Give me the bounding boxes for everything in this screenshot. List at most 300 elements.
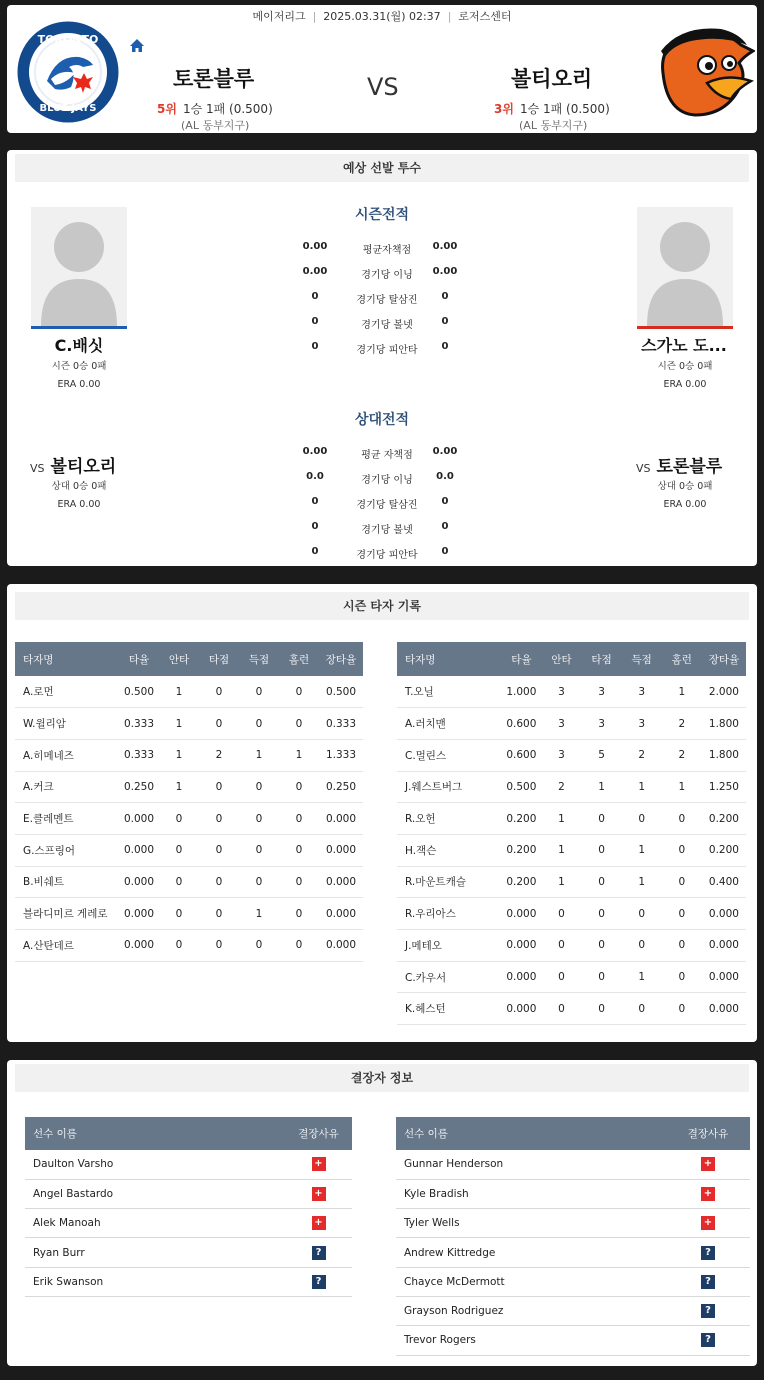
- home-stat-value: 0: [311, 521, 319, 532]
- absence-reason-cell: [285, 1209, 352, 1238]
- stat-cell: 2: [662, 708, 702, 740]
- stat-cell: 3: [541, 708, 581, 740]
- column-header: 타자명: [397, 642, 501, 676]
- table-row: [396, 1296, 750, 1325]
- stat-label: 경기당 이닝: [361, 270, 413, 281]
- player-name: Ryan Burr: [25, 1238, 285, 1267]
- stat-cell: 0: [582, 961, 622, 993]
- stat-cell: 0: [159, 834, 199, 866]
- injury-info-panel: [7, 1060, 757, 1366]
- table-header-row: [396, 1117, 750, 1150]
- stat-cell: 0: [622, 803, 662, 835]
- away-team-record: [494, 100, 610, 117]
- starting-pitchers-panel: [7, 150, 757, 566]
- injury-cross-icon[interactable]: +: [312, 1157, 326, 1171]
- unknown-question-icon[interactable]: ?: [701, 1304, 715, 1318]
- stat-cell: 0.333: [319, 708, 363, 740]
- stat-label: 경기당 탈삼진: [356, 500, 418, 511]
- vs-team-name: 볼티오리: [50, 457, 117, 477]
- batter-name: R.마운트캐슬: [397, 866, 501, 898]
- home-icon: [129, 38, 145, 53]
- stat-cell: 0: [279, 708, 319, 740]
- match-header: [7, 5, 757, 133]
- stat-cell: 0: [622, 993, 662, 1025]
- season-stats-title: 시즌전적: [354, 207, 410, 223]
- stat-cell: 0: [662, 993, 702, 1025]
- unknown-question-icon[interactable]: ?: [701, 1275, 715, 1289]
- vs-label: VS: [367, 73, 399, 101]
- home-pitcher-vs-record: 상대 0승 0패: [51, 481, 107, 492]
- player-name: Chayce McDermott: [396, 1267, 666, 1296]
- stat-cell: 1.800: [702, 708, 746, 740]
- stat-cell: 0.000: [319, 834, 363, 866]
- column-header: 득점: [622, 642, 662, 676]
- column-header: 결장사유: [285, 1117, 352, 1150]
- absence-reason-cell: [285, 1267, 352, 1296]
- stat-cell: 0: [622, 898, 662, 930]
- batter-name: J.웨스트버그: [397, 771, 501, 803]
- stat-cell: 1: [279, 739, 319, 771]
- stat-cell: 0.500: [319, 676, 363, 708]
- table-row: [15, 866, 363, 898]
- stat-cell: 0.200: [501, 866, 541, 898]
- stat-cell: 0: [662, 803, 702, 835]
- stat-cell: 0.333: [119, 739, 159, 771]
- table-header-row: [15, 642, 363, 676]
- stat-cell: 0: [279, 676, 319, 708]
- stat-cell: 0: [199, 676, 239, 708]
- stat-cell: 0: [582, 866, 622, 898]
- stat-cell: 0: [279, 930, 319, 962]
- column-header: 안타: [159, 642, 199, 676]
- stat-row: [7, 291, 757, 316]
- stat-cell: 0: [239, 676, 279, 708]
- stat-cell: 5: [582, 739, 622, 771]
- injury-cross-icon[interactable]: +: [312, 1216, 326, 1230]
- section-title-batting: 시즌 타자 기록: [15, 592, 749, 620]
- stat-cell: 0: [199, 866, 239, 898]
- stat-cell: 0.000: [702, 898, 746, 930]
- stat-cell: 1: [622, 834, 662, 866]
- stat-cell: 0.600: [501, 739, 541, 771]
- player-name: Daulton Varsho: [25, 1150, 285, 1179]
- table-row: [15, 898, 363, 930]
- stat-cell: 0: [279, 866, 319, 898]
- table-row: [25, 1209, 352, 1238]
- table-row: [396, 1209, 750, 1238]
- vs-prefix: VS: [30, 462, 45, 475]
- home-stat-value: 0.00: [302, 266, 328, 277]
- stat-cell: 0: [662, 930, 702, 962]
- stat-cell: 0: [239, 834, 279, 866]
- table-row: [397, 930, 746, 962]
- batter-name: G.스프링어: [15, 834, 119, 866]
- table-row: [15, 834, 363, 866]
- home-batting-table: [15, 642, 363, 962]
- stat-cell: 3: [622, 708, 662, 740]
- stat-cell: 0.250: [119, 771, 159, 803]
- column-header: 타자명: [15, 642, 119, 676]
- home-team-wl: 1승 1패 (0.500): [182, 102, 273, 116]
- stat-cell: 0.600: [501, 708, 541, 740]
- stat-cell: 0.000: [119, 834, 159, 866]
- stat-cell: 1: [541, 803, 581, 835]
- stat-cell: 0.400: [702, 866, 746, 898]
- away-team-rank: 3위: [494, 102, 514, 116]
- table-row: [397, 961, 746, 993]
- home-stat-value: 0.00: [302, 241, 328, 252]
- stat-cell: 1.800: [702, 739, 746, 771]
- stat-cell: 1: [622, 866, 662, 898]
- batter-name: C.멀린스: [397, 739, 501, 771]
- stat-cell: 0: [582, 803, 622, 835]
- stat-cell: 0: [279, 771, 319, 803]
- home-pitcher-season: 시즌 0승 0패: [51, 361, 107, 372]
- stat-cell: 0.000: [319, 866, 363, 898]
- batter-name: 블라디미르 게레로: [15, 898, 119, 930]
- stat-cell: 0: [662, 834, 702, 866]
- column-header: 홈런: [279, 642, 319, 676]
- stat-cell: 0.500: [119, 676, 159, 708]
- stat-cell: 0.200: [501, 834, 541, 866]
- stat-cell: 0: [199, 708, 239, 740]
- table-row: [397, 803, 746, 835]
- away-stat-value: 0: [441, 496, 449, 507]
- stat-cell: 0.200: [501, 803, 541, 835]
- home-pitcher-name: C.배싯: [54, 336, 104, 355]
- table-row: [397, 771, 746, 803]
- stat-cell: 0.500: [501, 771, 541, 803]
- home-stat-value: 0.00: [302, 446, 328, 457]
- stat-cell: 1: [622, 771, 662, 803]
- stat-cell: 0: [239, 803, 279, 835]
- table-row: [396, 1326, 750, 1355]
- batter-name: T.오닐: [397, 676, 501, 708]
- stat-label: 경기당 볼넷: [361, 320, 413, 331]
- stat-row: [7, 496, 757, 521]
- table-row: [25, 1267, 352, 1296]
- stat-cell: 1: [239, 898, 279, 930]
- away-team-wl: 1승 1패 (0.500): [519, 102, 610, 116]
- absence-reason-cell: [666, 1296, 750, 1325]
- matchup-stats-title: 상대전적: [354, 412, 410, 428]
- stat-cell: 0.000: [702, 993, 746, 1025]
- away-pitcher-vs-record: 상대 0승 0패: [657, 481, 713, 492]
- table-row: [15, 930, 363, 962]
- stat-cell: 0: [239, 930, 279, 962]
- player-name: Kyle Bradish: [396, 1179, 666, 1208]
- stat-cell: 3: [541, 676, 581, 708]
- stat-label: 경기당 탈삼진: [356, 295, 418, 306]
- batter-name: W.윌리암: [15, 708, 119, 740]
- stat-cell: 0.000: [501, 961, 541, 993]
- away-team-name: 볼티오리: [511, 67, 593, 91]
- home-stat-value: 0: [311, 546, 319, 557]
- away-injury-table: [396, 1117, 750, 1356]
- stat-cell: 0: [159, 866, 199, 898]
- table-row: [397, 834, 746, 866]
- stat-cell: 0.000: [501, 930, 541, 962]
- stat-cell: 0: [199, 898, 239, 930]
- player-name: Gunnar Henderson: [396, 1150, 666, 1179]
- stat-cell: 1: [239, 739, 279, 771]
- stat-label: 경기당 이닝: [361, 475, 413, 486]
- stat-row: [7, 266, 757, 291]
- table-row: [397, 898, 746, 930]
- player-name: Andrew Kittredge: [396, 1238, 666, 1267]
- stat-cell: 0.000: [501, 993, 541, 1025]
- away-batting-table: [397, 642, 746, 1025]
- table-row: [25, 1150, 352, 1179]
- blue-jays-logo: [17, 21, 119, 123]
- player-name: Alek Manoah: [25, 1209, 285, 1238]
- stat-cell: 0: [541, 898, 581, 930]
- home-stat-value: 0.0: [306, 471, 324, 482]
- batter-name: A.커크: [15, 771, 119, 803]
- stat-cell: 0.200: [702, 834, 746, 866]
- stat-cell: 1: [159, 676, 199, 708]
- stat-cell: 0.000: [119, 898, 159, 930]
- batter-name: B.비쉐트: [15, 866, 119, 898]
- player-name: Erik Swanson: [25, 1267, 285, 1296]
- stat-cell: 0: [582, 898, 622, 930]
- stat-cell: 1: [159, 739, 199, 771]
- unknown-question-icon[interactable]: ?: [312, 1246, 326, 1260]
- stat-cell: 1: [622, 961, 662, 993]
- stat-row: [7, 446, 757, 471]
- away-stat-value: 0: [441, 341, 449, 352]
- match-info: 메이저리그 | 2025.03.31(월) 02:37 | 로저스센터: [252, 10, 512, 23]
- table-row: [15, 708, 363, 740]
- table-header-row: [25, 1117, 352, 1150]
- stat-cell: 0.000: [702, 961, 746, 993]
- stat-label: 평균 자책점: [361, 450, 413, 461]
- home-stat-value: 0: [311, 496, 319, 507]
- absence-reason-cell: [666, 1179, 750, 1208]
- away-stat-value: 0.00: [432, 241, 458, 252]
- away-stat-value: 0.00: [432, 266, 458, 277]
- stat-cell: 0: [239, 708, 279, 740]
- stat-cell: 0.000: [319, 898, 363, 930]
- table-row: [15, 771, 363, 803]
- vs-team-name: 토론블루: [656, 457, 723, 477]
- away-stat-value: 0.00: [432, 446, 458, 457]
- stat-cell: 1: [662, 676, 702, 708]
- section-title-pitchers: 예상 선발 투수: [15, 154, 749, 182]
- stat-cell: 2: [199, 739, 239, 771]
- stat-cell: 1: [662, 771, 702, 803]
- stat-label: 경기당 피안타: [356, 345, 418, 356]
- absence-reason-cell: [285, 1150, 352, 1179]
- away-stat-value: 0: [441, 521, 449, 532]
- table-row: [15, 676, 363, 708]
- player-name: Grayson Rodriguez: [396, 1296, 666, 1325]
- injury-cross-icon[interactable]: +: [701, 1216, 715, 1230]
- stat-cell: 0: [541, 993, 581, 1025]
- batter-name: J.메테오: [397, 930, 501, 962]
- batter-name: A.산탄데르: [15, 930, 119, 962]
- section-title-injuries: 결장자 정보: [15, 1064, 749, 1092]
- stat-cell: 1.000: [501, 676, 541, 708]
- column-header: 안타: [541, 642, 581, 676]
- away-pitcher-season: 시즌 0승 0패: [657, 361, 713, 372]
- away-stat-value: 0: [441, 291, 449, 302]
- stat-cell: 0: [582, 834, 622, 866]
- vs-prefix: VS: [636, 462, 651, 475]
- away-stat-value: 0: [441, 546, 449, 557]
- stat-label: 경기당 볼넷: [361, 525, 413, 536]
- table-row: [396, 1150, 750, 1179]
- stat-cell: 0: [662, 898, 702, 930]
- table-row: [396, 1238, 750, 1267]
- stat-cell: 1: [541, 834, 581, 866]
- stat-cell: 0: [582, 993, 622, 1025]
- stat-cell: 0.333: [119, 708, 159, 740]
- away-team-division: (AL 동부지구): [519, 119, 588, 132]
- column-header: 타점: [582, 642, 622, 676]
- unknown-question-icon[interactable]: ?: [701, 1246, 715, 1260]
- stat-cell: 0.000: [319, 930, 363, 962]
- home-team-division: (AL 동부지구): [181, 119, 250, 132]
- injury-cross-icon[interactable]: +: [312, 1187, 326, 1201]
- column-header: 타점: [199, 642, 239, 676]
- stat-cell: 2: [622, 739, 662, 771]
- away-pitcher-name: 스가노 도...: [641, 336, 727, 355]
- away-pitcher-vs-era: ERA 0.00: [663, 499, 707, 510]
- table-row: [396, 1267, 750, 1296]
- away-stat-value: 0.0: [436, 471, 454, 482]
- stat-cell: 0.000: [119, 930, 159, 962]
- column-header: 선수 이름: [396, 1117, 666, 1150]
- stat-cell: 3: [582, 708, 622, 740]
- column-header: 장타율: [702, 642, 746, 676]
- stat-cell: 0: [239, 771, 279, 803]
- stat-cell: 3: [582, 676, 622, 708]
- stat-row: [7, 521, 757, 546]
- home-pitcher-vs-era: ERA 0.00: [57, 499, 101, 510]
- stat-cell: 0: [279, 834, 319, 866]
- batter-name: A.러치맨: [397, 708, 501, 740]
- match-datetime: 2025.03.31(월) 02:37: [323, 10, 441, 23]
- home-injury-table: [25, 1117, 352, 1297]
- stat-cell: 0.250: [319, 771, 363, 803]
- stat-label: 평균자책점: [362, 245, 412, 256]
- stat-row: [7, 471, 757, 496]
- stat-cell: 0: [541, 930, 581, 962]
- table-row: [397, 676, 746, 708]
- stat-row: [7, 316, 757, 341]
- stat-row: [7, 546, 757, 571]
- table-row: [397, 866, 746, 898]
- stat-cell: 0.000: [702, 930, 746, 962]
- logo-text-top: TORONTO: [37, 33, 99, 46]
- home-stat-value: 0: [311, 316, 319, 327]
- stat-cell: 0.000: [319, 803, 363, 835]
- absence-reason-cell: [285, 1179, 352, 1208]
- stat-cell: 0: [199, 771, 239, 803]
- stat-cell: 3: [541, 739, 581, 771]
- batter-name: R.우리아스: [397, 898, 501, 930]
- stat-cell: 0.200: [702, 803, 746, 835]
- stat-cell: 2: [662, 739, 702, 771]
- stat-cell: 0: [279, 898, 319, 930]
- table-row: [25, 1179, 352, 1208]
- stat-cell: 0.000: [119, 803, 159, 835]
- table-row: [15, 739, 363, 771]
- stat-cell: 0: [662, 866, 702, 898]
- stat-row: [7, 241, 757, 266]
- column-header: 결장사유: [666, 1117, 750, 1150]
- unknown-question-icon[interactable]: ?: [312, 1275, 326, 1289]
- stat-label: 경기당 피안타: [356, 550, 418, 561]
- stadium-label: 로저스센터: [458, 10, 512, 23]
- stat-cell: 3: [622, 676, 662, 708]
- stat-cell: 1.250: [702, 771, 746, 803]
- column-header: 타율: [501, 642, 541, 676]
- absence-reason-cell: [666, 1238, 750, 1267]
- home-stat-value: 0: [311, 341, 319, 352]
- stat-cell: 1: [582, 771, 622, 803]
- table-row: [397, 708, 746, 740]
- injury-cross-icon[interactable]: +: [701, 1187, 715, 1201]
- stat-cell: 1: [159, 708, 199, 740]
- batting-records-panel: [7, 584, 757, 1042]
- orioles-logo: [651, 23, 755, 123]
- batter-name: E.클레멘트: [15, 803, 119, 835]
- stat-cell: 0: [662, 961, 702, 993]
- home-stat-value: 0: [311, 291, 319, 302]
- column-header: 선수 이름: [25, 1117, 285, 1150]
- batter-name: H.잭슨: [397, 834, 501, 866]
- player-name: Trevor Rogers: [396, 1326, 666, 1355]
- injury-cross-icon[interactable]: +: [701, 1157, 715, 1171]
- home-team-name: 토론블루: [173, 67, 255, 91]
- batter-name: A.로먼: [15, 676, 119, 708]
- league-label: 메이저리그: [252, 10, 306, 23]
- batter-name: K.헤스턴: [397, 993, 501, 1025]
- column-header: 장타율: [319, 642, 363, 676]
- unknown-question-icon[interactable]: ?: [701, 1333, 715, 1347]
- stat-cell: 0: [622, 930, 662, 962]
- stat-cell: 0: [279, 803, 319, 835]
- home-team-rank: 5위: [157, 102, 177, 116]
- stat-cell: 2.000: [702, 676, 746, 708]
- stat-cell: 0: [199, 930, 239, 962]
- batter-name: R.오헌: [397, 803, 501, 835]
- table-row: [15, 803, 363, 835]
- table-row: [396, 1179, 750, 1208]
- stat-cell: 0: [159, 930, 199, 962]
- away-pitcher-era: ERA 0.00: [663, 379, 707, 390]
- table-row: [397, 993, 746, 1025]
- absence-reason-cell: [666, 1267, 750, 1296]
- stat-cell: 1.333: [319, 739, 363, 771]
- stat-cell: 1: [541, 866, 581, 898]
- player-name: Angel Bastardo: [25, 1179, 285, 1208]
- stat-cell: 0: [541, 961, 581, 993]
- home-pitcher-era: ERA 0.00: [57, 379, 101, 390]
- stat-cell: 1: [159, 771, 199, 803]
- absence-reason-cell: [666, 1150, 750, 1179]
- column-header: 득점: [239, 642, 279, 676]
- table-row: [25, 1238, 352, 1267]
- stat-row: [7, 341, 757, 366]
- stat-cell: 0: [199, 834, 239, 866]
- stat-cell: 0: [159, 898, 199, 930]
- stat-cell: 2: [541, 771, 581, 803]
- table-row: [397, 739, 746, 771]
- stat-cell: 0: [199, 803, 239, 835]
